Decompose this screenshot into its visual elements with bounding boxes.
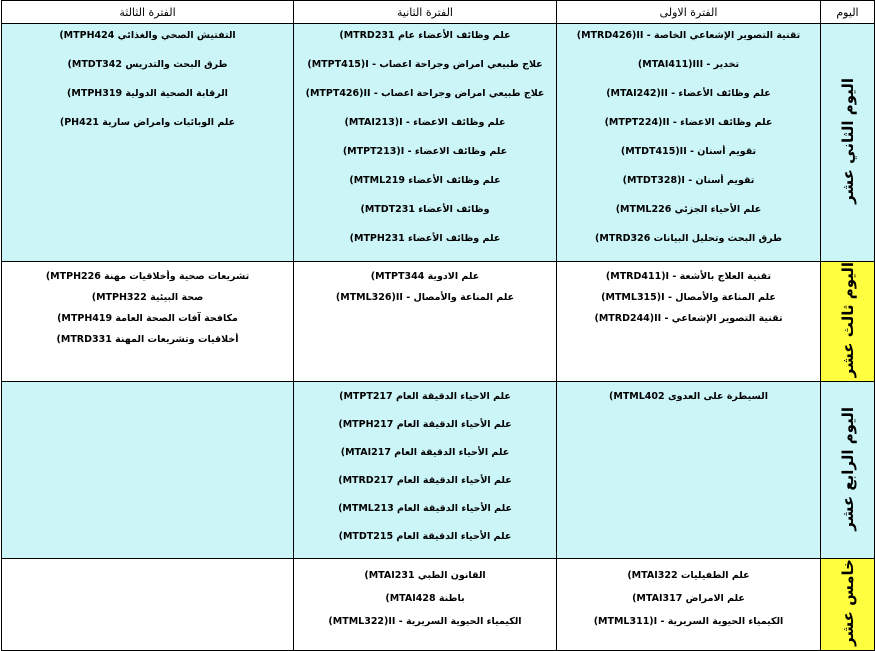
course-entry: باطنة MTAI428) bbox=[385, 593, 465, 605]
day-label: اليوم ثالث عشر bbox=[838, 262, 857, 378]
course-entry: التفتيش الصحي والغذائي MTPH424) bbox=[59, 30, 236, 41]
course-entry: الكيمياء الحيوية السريرية - MTML322)II) bbox=[328, 616, 522, 628]
course-entry: تقنية العلاج بالأشعة - MTRD411)I) bbox=[605, 271, 772, 282]
course-entry: علم المناعة والأمصال - MTML315)I) bbox=[601, 292, 776, 303]
schedule-row bbox=[2, 24, 875, 262]
period-2-cell bbox=[294, 382, 557, 559]
course-entry: علم الاحياء الدقيقة العام MTPT217) bbox=[339, 391, 511, 403]
period-1-cell bbox=[557, 24, 821, 262]
course-entry: تقويم أسنان - MTDT415)II) bbox=[620, 146, 757, 157]
day-cell bbox=[821, 262, 875, 382]
course-entry: تقويم أسنان - MTDT328)I) bbox=[622, 175, 755, 186]
day-label: اليوم الرابع عشر bbox=[838, 406, 857, 531]
course-entry: علم الادوية MTPT344) bbox=[370, 271, 480, 282]
header-period-2: الفترة الثانية bbox=[294, 1, 557, 24]
course-entry: علم الأحياء الدقيقة العام MTML213) bbox=[338, 503, 512, 515]
period-3-cell bbox=[2, 24, 294, 262]
course-entry: علم المناعة والأمصال - MTML326)II) bbox=[335, 292, 515, 303]
schedule-row bbox=[2, 559, 875, 651]
header-period-1: الفترة الاولى bbox=[557, 1, 821, 24]
course-entry: تخدير - MTAI411)III) bbox=[637, 59, 740, 70]
period-1-cell bbox=[557, 262, 821, 382]
course-entry: علم الأحياء الدقيقة العام MTDT215) bbox=[338, 531, 512, 543]
course-entry: علم وظائف الأعضاء MTPH231) bbox=[349, 233, 501, 244]
day-label: خامس عشر bbox=[838, 559, 857, 647]
course-entry: علم وظائف الأعضاء عام MTRD231) bbox=[339, 30, 511, 41]
course-entry: الكيمياء الحيوية السريرية - MTML311)I) bbox=[593, 616, 784, 628]
course-entry: طرق البحث والتدريس MTDT342) bbox=[67, 59, 228, 70]
period-3-cell bbox=[2, 559, 294, 651]
course-entry: وظائف الأعضاء MTDT231) bbox=[360, 204, 490, 215]
course-entry: مكافحة آفات الصحة العامة MTPH419) bbox=[57, 313, 238, 324]
course-entry: تقنية التصوير الإشعاعي الخاصة - MTRD426)II) bbox=[576, 30, 801, 41]
period-3-cell bbox=[2, 262, 294, 382]
course-entry: علاج طبيعي امراض وجراحة اعصاب - MTPT426)II) bbox=[305, 88, 545, 99]
header-row bbox=[2, 1, 875, 24]
course-entry: علم الأحياء الجزئي MTML226) bbox=[615, 204, 762, 215]
course-entry: علاج طبيعي امراض وجراحة اعصاب - MTPT415)I) bbox=[307, 59, 543, 70]
period-1-cell bbox=[557, 559, 821, 651]
course-entry: صحة البيئية MTPH322) bbox=[91, 292, 204, 303]
course-entry: طرق البحث وتحليل البيانات MTRD326) bbox=[595, 233, 782, 244]
course-entry: علم وظائف الاعضاء - MTAI213)I) bbox=[344, 117, 506, 128]
course-entry: علم الوبائيات وامراض سارية PH421) bbox=[59, 117, 236, 128]
course-entry: القانون الطبي MTAI231) bbox=[364, 570, 486, 582]
course-entry: علم الطفيليات MTAI322) bbox=[627, 570, 750, 582]
header-day: اليوم bbox=[821, 1, 875, 24]
day-cell bbox=[821, 382, 875, 559]
day-cell bbox=[821, 24, 875, 262]
course-entry: علم الأحياء الدقيقة العام MTRD217) bbox=[338, 475, 512, 487]
course-entry: علم الأحياء الدقيقة العام MTPH217) bbox=[338, 419, 512, 431]
period-2-cell bbox=[294, 559, 557, 651]
course-entry: الرقابة الصحية الدولية MTPH319) bbox=[67, 88, 228, 99]
course-entry: علم وظائف الاعضاء - MTPT213)I) bbox=[342, 146, 508, 157]
course-entry: علم وظائف الأعضاء MTML219) bbox=[349, 175, 501, 186]
exam-schedule-table bbox=[1, 0, 875, 651]
course-entry: تقنية التصوير الإشعاعي - MTRD244)II) bbox=[594, 313, 783, 324]
period-1-cell bbox=[557, 382, 821, 559]
day-label: اليوم الثاني عشر bbox=[838, 77, 857, 204]
period-2-cell bbox=[294, 262, 557, 382]
course-entry: أخلاقيات وتشريعات المهنة MTRD331) bbox=[56, 334, 239, 345]
day-cell bbox=[821, 559, 875, 651]
course-entry: تشريعات صحية وأخلاقيات مهنة MTPH226) bbox=[45, 271, 250, 282]
course-entry: السيطرة على العدوى MTML402) bbox=[609, 391, 768, 403]
period-2-cell bbox=[294, 24, 557, 262]
period-3-cell bbox=[2, 382, 294, 559]
schedule-row bbox=[2, 262, 875, 382]
schedule-row bbox=[2, 382, 875, 559]
course-entry: علم الامراض MTAI317) bbox=[632, 593, 745, 605]
course-entry: علم وظائف الاعضاء - MTPT224)II) bbox=[604, 117, 773, 128]
course-entry: علم الأحياء الدقيقة العام MTAI217) bbox=[340, 447, 510, 459]
header-period-3: الفترة الثالثة bbox=[2, 1, 294, 24]
course-entry: علم وظائف الأعضاء - MTAI242)II) bbox=[606, 88, 771, 99]
